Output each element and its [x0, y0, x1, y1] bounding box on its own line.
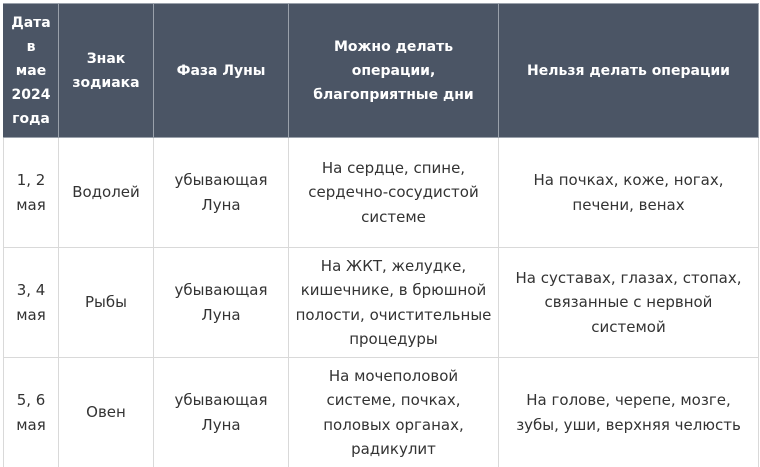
table-row [4, 138, 759, 248]
cell-zodiac-sign: Овен [59, 358, 154, 467]
table-header-row [4, 4, 759, 138]
header-date: Дата в мае 2024 года [4, 4, 59, 138]
header-allowed-operations: Можно делать операции, благоприятные дни [289, 4, 499, 138]
cell-moon-phase: убывающая Луна [154, 358, 289, 467]
lunar-surgery-table [3, 3, 759, 467]
cell-allowed-operations: На мочеполовой системе, почках, половых органах, радикулит [289, 358, 499, 467]
cell-date: 3, 4 мая [4, 248, 59, 358]
header-moon-phase: Фаза Луны [154, 4, 289, 138]
header-forbidden-operations: Нельзя делать операции [499, 4, 759, 138]
cell-allowed-operations: На ЖКТ, желудке, кишечнике, в брюшной полости, очистительные процедуры [289, 248, 499, 358]
table-row [4, 248, 759, 358]
cell-moon-phase: убывающая Луна [154, 138, 289, 248]
cell-zodiac-sign: Водолей [59, 138, 154, 248]
header-zodiac-sign: Знак зодиака [59, 4, 154, 138]
cell-date: 1, 2 мая [4, 138, 59, 248]
cell-forbidden-operations: На суставах, глазах, стопах, связанные с нервной системой [499, 248, 759, 358]
cell-moon-phase: убывающая Луна [154, 248, 289, 358]
cell-forbidden-operations: На почках, коже, ногах, печени, венах [499, 138, 759, 248]
cell-allowed-operations: На сердце, спине, сердечно-сосудистой системе [289, 138, 499, 248]
cell-forbidden-operations: На голове, черепе, мозге, зубы, уши, верхняя челюсть [499, 358, 759, 467]
cell-date: 5, 6 мая [4, 358, 59, 467]
cell-zodiac-sign: Рыбы [59, 248, 154, 358]
